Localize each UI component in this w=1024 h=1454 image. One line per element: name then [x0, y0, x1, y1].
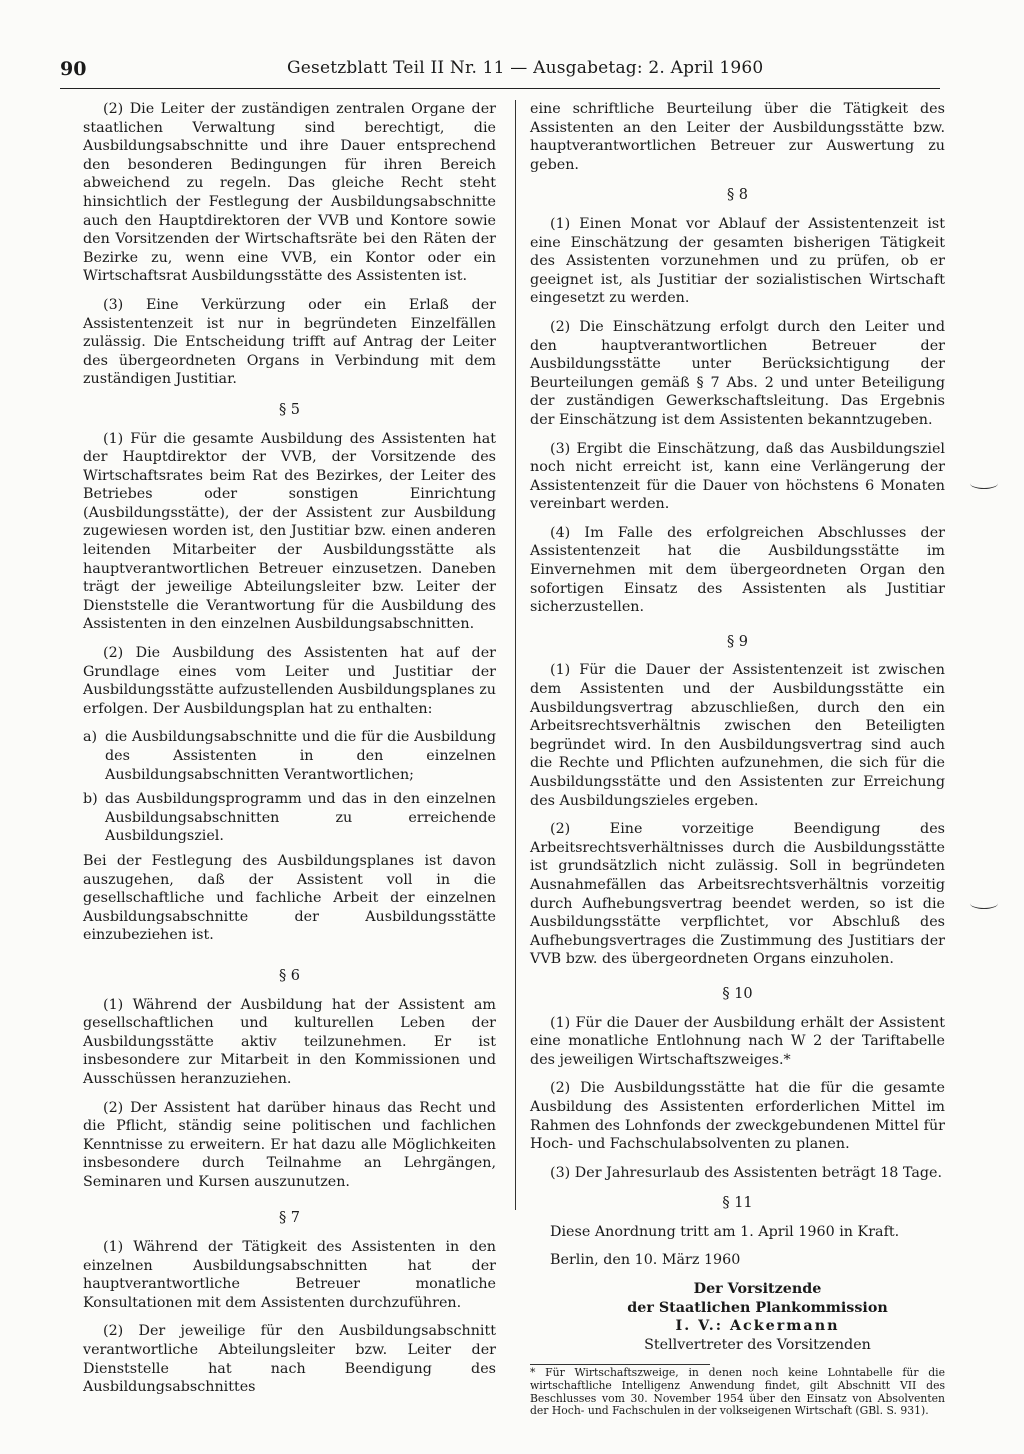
place-date: Berlin, den 10. März 1960: [550, 1252, 741, 1269]
paragraph: (3) Ergibt die Einschätzung, daß das Ausbildungsziel noch nicht erreicht ist, kann eine Verlängerung der Assistentenzeit für die Dauer von höchstens 6 Monaten vereinbart werden.: [530, 440, 945, 513]
header-title: Gesetzblatt Teil II Nr. 11 — Ausgabetag: 2. April 1960: [287, 58, 764, 78]
signatory-name: I. V.: Ackermann: [675, 1318, 840, 1335]
paragraph: (2) Die Leiter der zuständigen zentralen Organe der staatlichen Verwaltung sind berechtigt, die Ausbildungsabschnitte und ihre Dauer entsprechend den besonderen Bedingungen für ihren Bereich abweichend zu regeln. Das gleiche Recht steht hinsichtlich der Festlegung der Ausbildungsabschnitte auch den Hauptdirektoren der VVB und Kontore sowie den Vorsitzenden der Wirtschaftsräte bei den Räten der Bezirke zu, wenn eine VVB, ein Kontor oder ein Wirtschaftsrat Ausbildungsstätte des Assistenten ist.: [83, 101, 496, 285]
margin-mark: [970, 478, 998, 489]
paragraph: (1) Während der Ausbildung hat der Assistent am gesellschaftlichen und kulturellen Leben der Ausbildungsstätte aktiv teilzunehmen. Er ist insbesondere zur Mitarbeit in den Kommissionen und Ausschüssen heranzuziehen.: [83, 996, 496, 1087]
section-heading: § 7: [278, 1210, 301, 1227]
signatory-role: Stellvertreter des Vorsitzenden: [644, 1336, 871, 1353]
section-heading: § 11: [722, 1195, 753, 1212]
paragraph: (4) Im Falle des erfolgreichen Abschlusses der Assistentenzeit hat die Ausbildungsstätte im Einvernehmen mit dem übergeordneten Organ den sofortigen Einsatz des Assistenten als Justitiar sicherzustellen.: [530, 524, 945, 616]
paragraph: (3) Der Jahresurlaub des Assistenten beträgt 18 Tage.: [550, 1164, 943, 1181]
list-text: das Ausbildungsprogramm und das in den einzelnen Ausbildungsabschnitten zu erreichende Ausbildungsziel.: [105, 791, 496, 845]
list-label: a): [83, 729, 98, 746]
paragraph: (1) Während der Tätigkeit des Assistenten in den einzelnen Ausbildungsabschnitten hat der hauptverantwortliche Betreuer monatliche Konsultationen mit dem Assistenten durchzuführen.: [83, 1239, 496, 1311]
right-column: [530, 100, 945, 1418]
paragraph: (1) Für die Dauer der Assistentenzeit ist zwischen dem Assistenten und der Ausbildungsstätte ein Ausbildungsvertrag abzuschließen, durch den ein Arbeitsrechtsverhältnis zwischen den Beteiligten begründet wird. In den Ausbildungsvertrag sind auch die Rechte und Pflichten aufzunehmen, die sich für die Ausbildungsstätte und den Assistenten zur Erreichung des Ausbildungszieles ergeben.: [530, 662, 945, 809]
paragraph: (2) Eine vorzeitige Beendigung des Arbeitsrechtsverhältnisses durch die Ausbildungsstätte ist grundsätzlich nicht zulässig. Soll in begründeten Ausnahmefällen das Arbeitsrechtsverhältnis vorzeitig durch Aufhebungsvertrag beendet werden, so ist die Ausbildungsstätte verpflichtet, vor Abschluß des Aufhebungsvertrages die Zustimmung des Justitiars der VVB bzw. des übergeordneten Organs einzuholen.: [530, 821, 945, 968]
page-header: [60, 58, 940, 89]
section-heading: § 10: [722, 985, 753, 1002]
paragraph: (2) Der jeweilige für den Ausbildungsabschnitt verantwortliche Abteilungsleiter bzw. Leiter der Dienststelle hat nach Beendigung des Ausbildungsabschnittes: [83, 1323, 496, 1396]
section-heading: § 6: [278, 967, 301, 984]
paragraph: (2) Die Einschätzung erfolgt durch den Leiter und den hauptverantwortlichen Betreuer der Ausbildungsstätte unter Berücksichtigung der Beurteilungen gemäß § 7 Abs. 2 und unter Beteiligung der zuständigen Gewerkschaftsleitung. Das Ergebnis der Einschätzung ist dem Assistenten bekanntzugeben.: [530, 318, 945, 428]
section-heading: § 8: [726, 187, 749, 204]
paragraph: Bei der Festlegung des Ausbildungsplanes ist davon auszugehen, daß der Assistent voll in die gesellschaftliche und fachliche Arbeit der einzelnen Ausbildungsabschnitte der Ausbildungsstätte einzubeziehen ist.: [83, 852, 496, 944]
paragraph: Diese Anordnung tritt am 1. April 1960 in Kraft.: [550, 1223, 900, 1240]
paragraph: (1) Für die Dauer der Ausbildung erhält der Assistent eine monatliche Entlohnung nach W 2 der Tariftabelle des jeweiligen Wirtschaftszweiges.*: [530, 1014, 945, 1068]
page-number: 90: [60, 58, 87, 80]
list-item: [83, 728, 496, 784]
list-text: die Ausbildungsabschnitte und die für die Ausbildung des Assistenten in den einzelnen Ausbildungsabschnitten Verantwortlichen;: [105, 729, 496, 783]
paragraph: eine schriftliche Beurteilung über die Tätigkeit des Assistenten an den Leiter der Ausbildungsstätte bzw. hauptverantwortlichen Betreuer zur Auswertung zu geben.: [530, 101, 945, 173]
margin-mark: [970, 898, 998, 909]
footnote-text: * Für Wirtschaftszweige, in denen noch keine Lohntabelle für die wirtschaftliche Intelligenz Anwendung findet, gilt Abschnitt VII des Beschlusses vom 30. November 1954 über den Einsatz von Absolventen der Hoch- und Fachschulen in der volkseigenen Wirtschaft (GBl. S. 931).: [530, 1366, 945, 1418]
section-heading: § 5: [278, 401, 301, 418]
list-item: [83, 790, 496, 846]
list-label: b): [83, 791, 98, 808]
signatory-title: Der Vorsitzende: [693, 1281, 822, 1298]
paragraph: (3) Eine Verkürzung oder ein Erlaß der Assistentenzeit ist nur in begründeten Einzelfällen zulässig. Die Entscheidung trifft auf Antrag der Leiter des übergeordneten Organs in Verbindung mit dem zuständigen Justitiar.: [83, 296, 496, 388]
footnote-rule: [530, 1364, 710, 1365]
section-heading: § 9: [726, 633, 749, 650]
paragraph: (1) Für die gesamte Ausbildung des Assistenten hat der Hauptdirektor der VVB, der Vorsitzende des Wirtschaftsrates beim Rat des Bezirkes, der Leiter des Betriebes oder sonstigen Einrichtung (Ausbildungsstätte), der der Assistent zur Ausbildung zugewiesen worden ist, den Justitiar bzw. einen anderen leitenden Mitarbeiter der Ausbildungsstätte als hauptverantwortlichen Betreuer einzusetzen. Daneben trägt der jeweilige Abteilungsleiter bzw. Leiter der Dienststelle die Verantwortung für die Ausbildung des Assistenten in den einzelnen Ausbildungsabschnitten.: [83, 430, 496, 633]
signature-block: [570, 1280, 945, 1354]
paragraph: (2) Die Ausbildungsstätte hat die für die gesamte Ausbildung des Assistenten erforderlichen Mittel im Rahmen des Lohnfonds der zweckgebundenen Mittel für Hoch- und Fachschulabsolventen zu planen.: [530, 1080, 945, 1153]
left-column: [83, 100, 496, 1407]
signatory-organization: der Staatlichen Plankommission: [627, 1299, 888, 1316]
paragraph: (2) Die Ausbildung des Assistenten hat auf der Grundlage eines vom Leiter und Justitiar der Ausbildungsstätte aufzustellenden Ausbildungsplanes zu erfolgen. Der Ausbildungsplan hat zu enthalten:: [83, 645, 496, 717]
paragraph: (2) Der Assistent hat darüber hinaus das Recht und die Pflicht, ständig seine politischen und fachlichen Kenntnisse zu erweitern. Er hat dazu alle Möglichkeiten insbesondere durch Teilnahme an Lehrgängen, Seminaren und Kursen auszunutzen.: [83, 1099, 496, 1190]
paragraph: (1) Einen Monat vor Ablauf der Assistentenzeit ist eine Einschätzung der gesamten bisherigen Tätigkeit des Assistenten vorzunehmen und zu prüfen, ob er geeignet ist, als Justitiar der sozialistischen Wirtschaft eingesetzt zu werden.: [530, 215, 945, 307]
footnote: [530, 1362, 945, 1417]
column-divider: [515, 100, 516, 1210]
